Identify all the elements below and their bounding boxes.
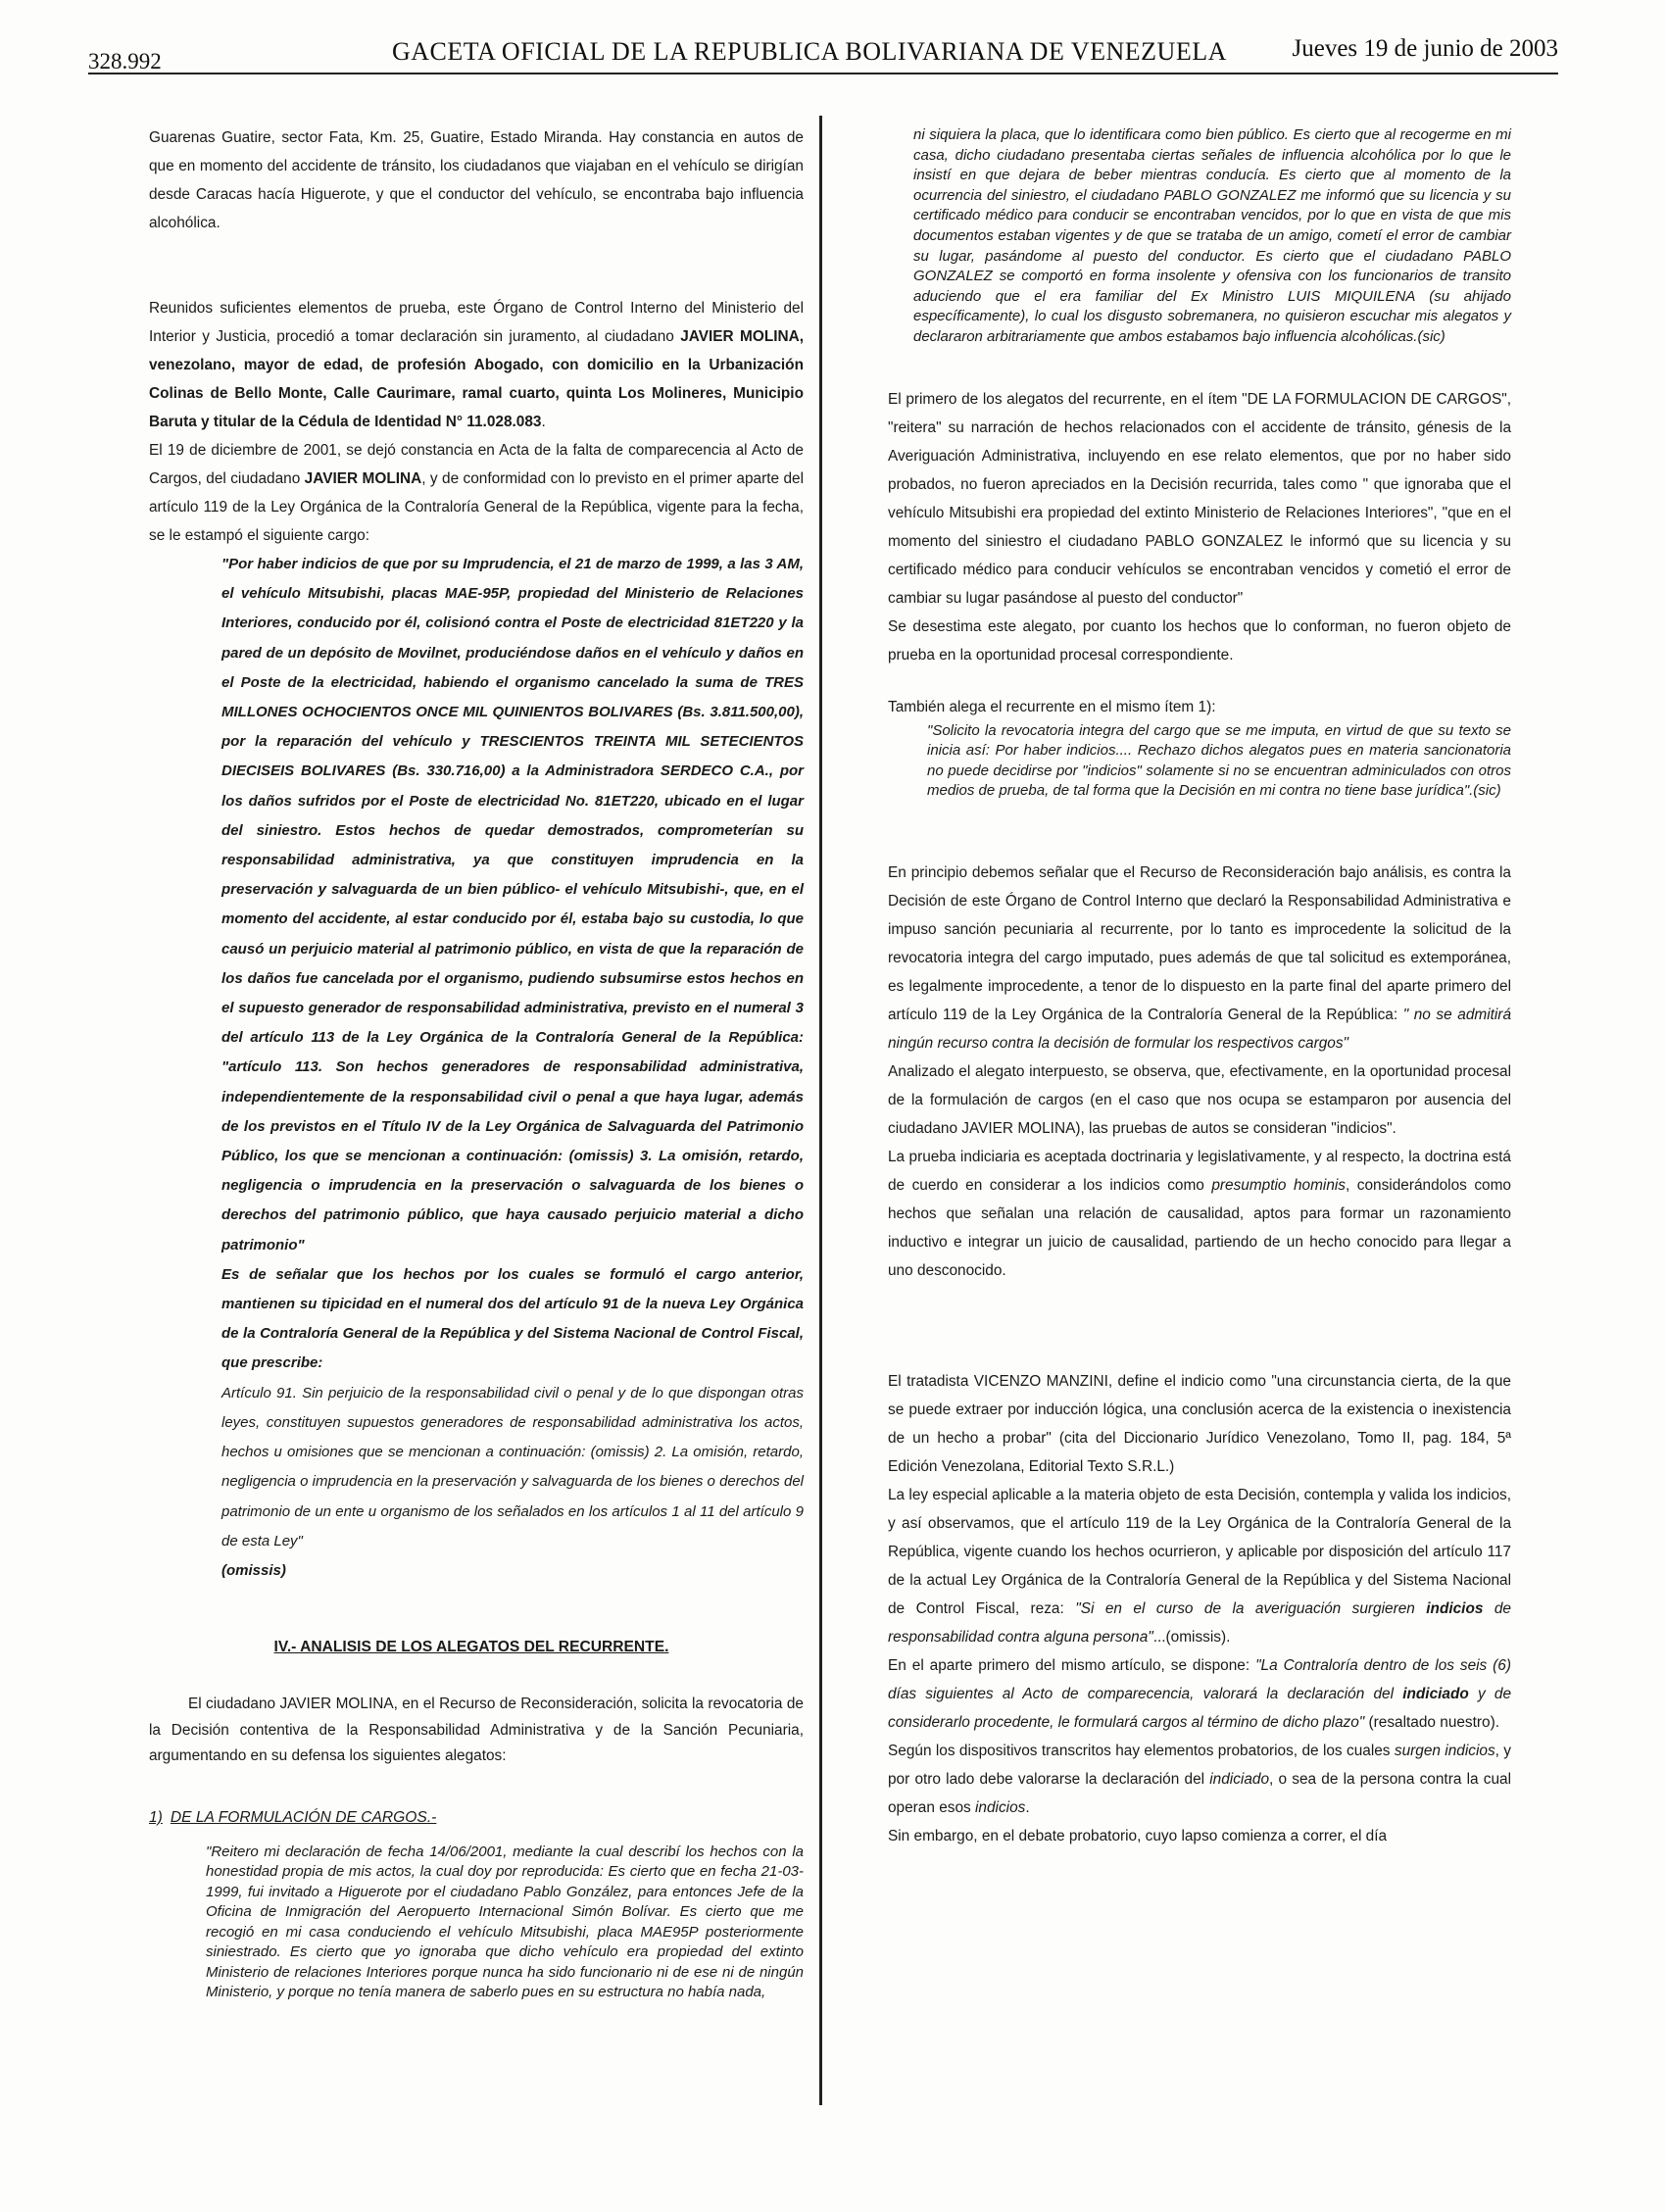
issue-date: Jueves 19 de junio de 2003 xyxy=(1292,35,1558,62)
paragraph xyxy=(888,1481,1511,1651)
italic-run: de responsabilidad contra alguna persona" xyxy=(888,1599,1511,1646)
text-run: El 19 de diciembre de 2001, se dejó constancia en Acta de la falta de comparecencia al Acto de Cargos, del ciudadano xyxy=(149,442,804,487)
text-run: ...(omissis). xyxy=(1152,1628,1231,1646)
column-divider xyxy=(819,116,822,2105)
paragraph: El tratadista VICENZO MANZINI, define el indicio como "una circunstancia cierta, de la que se puede extraer por inducción lógica, una conclusión acerca de la existencia o inexistencia de un hecho a probar" (cita del Diccionario Jurídico Venezolano, Tomo II, pag. 184, 5ª Edición Venezolana, Editorial Texto S.R.L.) xyxy=(888,1372,1511,1475)
paragraph xyxy=(149,294,804,436)
block-quote: Es de señalar que los hechos por los cuales se formuló el cargo anterior, mantienen su tipicidad en el numeral dos del artículo 91 de la nueva Ley Orgánica de la Contraloría General de la República y del Sistema Nacional de Control Fiscal, que prescribe: xyxy=(221,1265,804,1372)
bold-run: JAVIER MOLINA xyxy=(304,470,422,487)
paragraph: Guarenas Guatire, sector Fata, Km. 25, Guatire, Estado Miranda. Hay constancia en autos de que en momento del accidente de tránsito, los ciudadanos que viajaban en el vehículo se dirigían desde Caracas hacía Higuerote, y que el conductor del vehículo, se encontraba bajo influencia alcohólica. xyxy=(149,129,804,231)
italic-run: presumptio hominis xyxy=(1211,1176,1346,1194)
paragraph: Sin embargo, en el debate probatorio, cuyo lapso comienza a correr, el día xyxy=(888,1827,1388,1844)
bold-italic-run: indiciado xyxy=(1402,1685,1469,1702)
italic-run: "La Contraloría dentro de los seis (6) días siguientes al Acto de comparecencia, valorará la declaración del xyxy=(888,1656,1511,1702)
left-column xyxy=(149,123,804,2003)
text-run: Reunidos suficientes elementos de prueba, este Órgano de Control Interno del Ministerio del Interior y Justicia, procedió a tomar declaración sin juramento, al ciudadano xyxy=(149,300,804,345)
paragraph: Analizado el alegato interpuesto, se observa, que, efectivamente, en la oportunidad procesal de la formulación de cargos (en el caso que nos ocupa se estamparon por ausencia del ciudadano JAVIER MOLINA), las pruebas de autos se consideran "indicios". xyxy=(888,1062,1511,1137)
paragraph: Se desestima este alegato, por cuanto los hechos que lo conforman, no fueron objeto de prueba en la oportunidad procesal correspondiente. xyxy=(888,617,1511,664)
text-run: , y por otro lado debe valorarse la declaración del xyxy=(888,1742,1511,1788)
subsection-title: DE LA FORMULACIÓN DE CARGOS.- xyxy=(170,1808,437,1826)
paragraph xyxy=(888,1143,1511,1285)
paragraph: El primero de los alegatos del recurrente, en el ítem "DE LA FORMULACION DE CARGOS", "reitera" su narración de hechos relacionados con el accidente de tránsito, génesis de la Averiguación Administrativa, incluyendo en ese relato elementos, que por no haber sido probados, no fueron apreciados en la Decisión recurrida, tales como " que ignoraba que el vehículo Mitsubishi era propiedad del extinto Ministerio de Relaciones Interiores", "que en el momento del siniestro el ciudadano PABLO GONZALEZ le informó que su licencia y su certificado médico para conducir vehículos se encontraban vencidos y cometió el error de cambiar su lugar pasándose al puesto del conductor" xyxy=(888,390,1511,607)
italic-run: indicios xyxy=(975,1798,1026,1816)
text-run: La prueba indiciaria es aceptada doctrinaria y legislativamente, y al respecto, la doctrina está de cuerdo en considerar a los indicios como xyxy=(888,1148,1511,1194)
text-run: , y de conformidad con lo previsto en el primer aparte del artículo 119 de la Ley Orgánica de la Contraloría General de la República, vigente para la fecha, se le estampó el siguiente cargo: xyxy=(149,470,804,544)
bold-italic-run: indicios xyxy=(1426,1599,1484,1617)
block-quote: (omissis) xyxy=(221,1561,286,1579)
paragraph xyxy=(888,1651,1511,1737)
text-run: Según los dispositivos transcritos hay elementos probatorios, de los cuales xyxy=(888,1742,1395,1759)
bold-run: JAVIER MOLINA, venezolano, mayor de edad, de profesión Abogado, con domicilio en la Urbanización Colinas de Bello Monte, Calle Caurimare, ramal cuarto, quinta Los Molineres, Municipio Baruta y titular de la Cédula de Identidad N° 11.028.083 xyxy=(149,328,805,430)
text-run: . xyxy=(541,414,546,430)
italic-run: y de considerarlo procedente, le formulará cargos al término de dicho plazo" xyxy=(888,1685,1511,1731)
page-number: 328.992 xyxy=(88,49,162,74)
paragraph: El ciudadano JAVIER MOLINA, en el Recurso de Reconsideración, solicita la revocatoria de la Decisión contentiva de la Responsabilidad Administrativa y de la Sanción Pecuniaria, argumentando en su defensa los siguientes alegatos: xyxy=(149,1696,804,1765)
gazette-title: GACETA OFICIAL DE LA REPUBLICA BOLIVARIANA DE VENEZUELA xyxy=(392,37,1227,66)
paragraph xyxy=(888,859,1511,1057)
paragraph: También alega el recurrente en el mismo ítem 1): xyxy=(888,698,1216,715)
right-column xyxy=(888,122,1511,1850)
page-header xyxy=(88,29,1558,74)
italic-run: surgen indicios xyxy=(1394,1742,1495,1759)
italic-run: indiciado xyxy=(1209,1770,1270,1788)
block-quote: "Reitero mi declaración de fecha 14/06/2001, mediante la cual describí los hechos con la honestidad propia de mis actos, la cual doy por reproducida: Es cierto que en fecha 21-03-1999, fui invitado a Higuerote por el ciudadano Pablo González, para entonces Jefe de la Oficina de Inmigración del Aeropuerto Internacional Simón Bolívar. Es cierto que me recogió en mi casa conduciendo el vehículo Mitsubishi, placa MAE95P posteriormente siniestrado. Es cierto que yo ignoraba que dicho vehículo era propiedad del extinto Ministerio de relaciones Interiores porque nunca ha sido funcionario ni de ese ni de ningún Ministerio, y porque no tenía manera de saberlo pues en su estructura no había nada, xyxy=(206,1843,804,2001)
subsection-number: 1) xyxy=(149,1808,163,1826)
text-run: , considerándolos como hechos que señalan una relación de causalidad, aptos para formar un razonamiento inductivo e integrar un juicio de causalidad, partiendo de un hecho conocido para llegar a uno desconocido. xyxy=(888,1176,1511,1279)
text-run: En principio debemos señalar que el Recurso de Reconsideración bajo análisis, es contra la Decisión de este Órgano de Control Interno que declaró la Responsabilidad Administrativa e impuso sanción pecuniaria al recurrente, por lo tanto es improcedente la solicitud de la revocatoria integra del cargo imputado, pues además de que tal solicitud es extemporánea, es legalmente improcedente, a tenor de lo dispuesto en la parte final del aparte primero del artículo 119 de la Ley Orgánica de la Contraloría General de la República: xyxy=(888,863,1511,1023)
block-quote: "Por haber indicios de que por su Imprudencia, el 21 de marzo de 1999, a las 3 AM, el vehículo Mitsubishi, placas MAE-95P, propiedad del Ministerio de Relaciones Interiores, conducido por él, colisionó contra el Poste de electricidad 81ET220 y la pared de un depósito de Movilnet, produciéndose daños en el vehículo y daños en el Poste de la electricidad, habiendo el organismo cancelado la suma de TRES MILLONES OCHOCIENTOS ONCE MIL QUINIENTOS BOLIVARES (Bs. 3.811.500,00), por la reparación del vehículo y TRESCIENTOS TREINTA MIL SETECIENTOS DIECISEIS BOLIVARES (Bs. 330.716,00) a la Administradora SERDECO C.A., por los daños sufridos por el Poste de electricidad No. 81ET220, ubicado en el lugar del siniestro. Estos hechos de quedar demostrados, comprometerían su responsabilidad administrativa, ya que constituyen imprudencia en la preservación y salvaguarda de un bien público- el vehículo Mitsubishi-, que, en el momento del accidente, al estar conducido por él, estaba bajo su custodia, lo que causó un perjuicio material al patrimonio público, en vista de que la reparación de los daños fue cancelada por el organismo, pudiendo subsumirse estos hechos en el supuesto generador de responsabilidad administrativa, previsto en el numeral 3 del artículo 113 de la Ley Orgánica de la Contraloría General de la República: "artículo 113. Son hechos generadores de responsabilidad administrativa, independientemente de la responsabilidad civil o penal a que haya lugar, además de los previstos en el Título IV de la Ley Orgánica de Salvaguarda del Patrimonio Público, los que se mencionan a continuación: (omissis) 3. La omisión, retardo, negligencia o imprudencia en la preservación o salvaguarda de los bienes o derechos del patrimonio público, que haya causado perjuicio material a dicho patrimonio" xyxy=(221,556,804,1253)
italic-run: "Si en el curso de la averiguación surgieren xyxy=(1075,1599,1427,1617)
text-run: (resaltado nuestro). xyxy=(1364,1713,1499,1731)
text-run: En el aparte primero del mismo artículo, se dispone: xyxy=(888,1656,1256,1674)
section-heading: IV.- ANALISIS DE LOS ALEGATOS DEL RECURRENTE. xyxy=(273,1639,669,1656)
block-quote: ni siquiera la placa, que lo identificara como bien público. Es cierto que al recogerme en mi casa, dicho ciudadano presentaba ciertas señales de influencia alcohólica por lo que le insistí en que dejara de beber mientras conducía. Es cierto que al momento de la ocurrencia del siniestro, el ciudadano PABLO GONZALEZ me informó que su licencia y su certificado médico para conducir se encontraban vencidos, por lo que en vista de que mis documentos estaban vigentes y de que se trataba de un amigo, cometí el error de cambiar su lugar, pasándome al puesto del conductor. Es cierto que el ciudadano PABLO GONZALEZ se comportó en forma insolente y ofensiva con los funcionarios de transito aduciendo que el era familiar del Ex Ministro LUIS MIQUILENA (su ahijado específicamente), lo cual los disgusto sobremanera, no quisieron escuchar mis alegatos y declararon arbitrariamente que ambos estabamos bajo influencia alcohólicas.(sic) xyxy=(913,126,1511,345)
italic-run: " no se admitirá ningún recurso contra la decisión de formular los respectivos cargos" xyxy=(888,1006,1511,1052)
text-run: La ley especial aplicable a la materia objeto de esta Decisión, contempla y valida los indicios, y así observamos, que el artículo 119 de la Ley Orgánica de la Contraloría General de la República, vigente cuando los hechos ocurrieron, y aplicable por disposición del artículo 117 de la actual Ley Orgánica de la Contraloría General de la República y del Sistema Nacional de Control Fiscal, reza: xyxy=(888,1486,1511,1617)
paragraph xyxy=(888,1737,1511,1822)
block-quote: Artículo 91. Sin perjuicio de la responsabilidad civil o penal y de lo que dispongan otras leyes, constituyen supuestos generadores de responsabilidad administrativa los actos, hechos u omisiones que se mencionan a continuación: (omissis) 2. La omisión, retardo, negligencia o imprudencia en la preservación y salvaguarda de los bienes o derechos del patrimonio de un ente u organismo de los señalados en los artículos 1 al 11 del artículo 9 de esta Ley" xyxy=(221,1384,804,1549)
subsection-heading xyxy=(149,1809,804,1827)
text-run: . xyxy=(1025,1798,1030,1816)
text-run: , o sea de la persona contra la cual operan esos xyxy=(888,1770,1512,1816)
block-quote: "Solicito la revocatoria integra del cargo que se me imputa, en virtud de que su texto se inicia así: Por haber indicios.... Rechazo dichos alegatos pues en materia sancionatoria no puede decidirse por "indicios" solamente si no se encuentran adminiculados con otros medios de prueba, de tal forma que la Decisión en mi contra no tiene base jurídica".(sic) xyxy=(927,721,1511,800)
paragraph xyxy=(149,436,804,550)
